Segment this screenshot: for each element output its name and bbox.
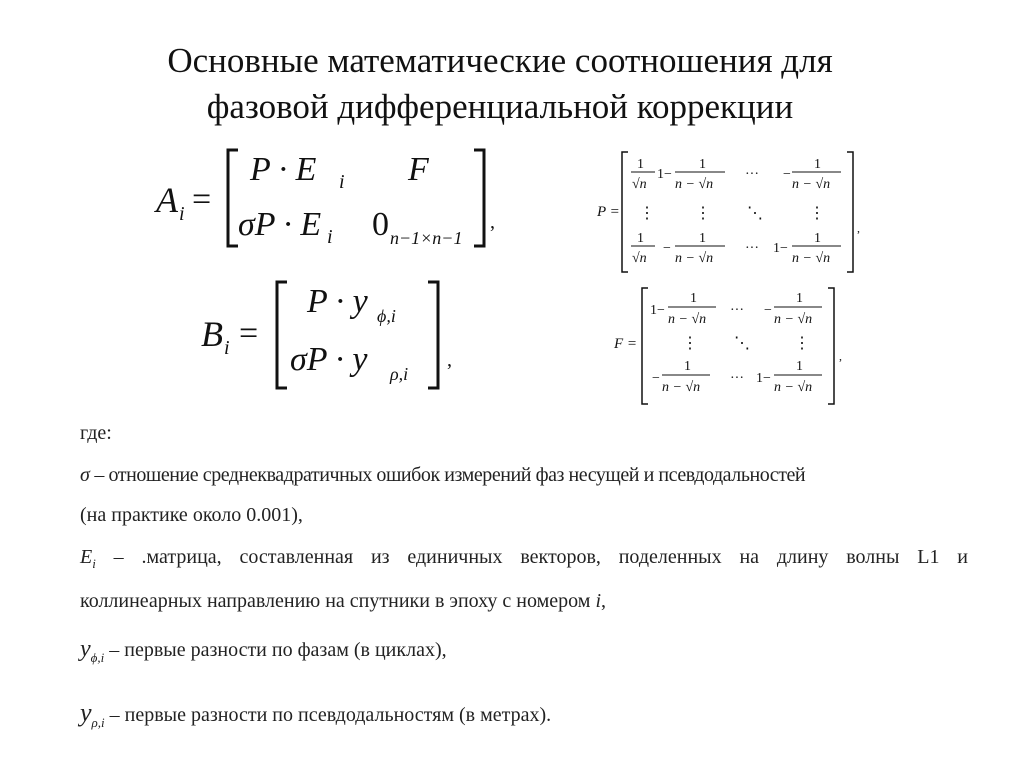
a-r1c1: P · E: [250, 151, 317, 188]
f-r1c1-num: 1: [690, 291, 697, 306]
a-r2c1: σP · E: [238, 206, 322, 243]
p-comma: ,: [857, 221, 860, 235]
p-r3c4-num: 1: [814, 231, 821, 246]
sigma-symbol: σ: [80, 464, 90, 486]
p-r3c2-den: n − √n: [675, 251, 714, 266]
p-name: P =: [597, 204, 620, 220]
p-r2c2: ⋮: [695, 205, 711, 222]
a-r1c2: F: [408, 151, 429, 188]
f-r2c2: ⋱: [734, 335, 750, 352]
yrho-symbol: [80, 698, 105, 731]
a-r2c1-sub: i: [327, 226, 333, 248]
e-symbol: [80, 546, 96, 571]
p-r3c4-lead: 1−: [773, 241, 788, 256]
a-comma: ,: [490, 211, 495, 233]
p-r1c4-sign: −: [783, 167, 791, 182]
f-r1c3-num: 1: [796, 291, 803, 306]
f-r3c3-den: n − √n: [774, 380, 813, 395]
title-line-2: фазовой дифференциальной коррекции: [206, 87, 794, 126]
title-line-1: Основные математические соотношения для: [167, 41, 833, 80]
e-symbol-sub: i: [92, 556, 96, 571]
p-r1c1-num: 1: [637, 157, 644, 172]
p-r1c2-num: 1: [699, 157, 706, 172]
p-r3c1-num: 1: [637, 231, 644, 246]
legend-sigma-cont: (на практике около 0.001),: [80, 504, 303, 526]
f-left-bracket: [642, 288, 648, 404]
yphi-symbol: [80, 636, 105, 665]
p-r3c2-num: 1: [699, 231, 706, 246]
a-r1c1-sub: i: [339, 171, 345, 193]
a-left-bracket: [228, 150, 238, 246]
e-symbol-letter: E: [80, 546, 93, 568]
a-eq: =: [192, 181, 212, 218]
p-r1c3: ···: [745, 167, 759, 182]
yrho-sub: ρ,i: [91, 715, 105, 731]
a-r2c2: 0: [372, 206, 389, 243]
e-text-end: ,: [601, 590, 606, 612]
formula-b: [195, 276, 485, 396]
p-r1c1-den: √n: [632, 177, 647, 192]
formula-a: [150, 140, 510, 255]
p-r1c4-den: n − √n: [792, 177, 831, 192]
yphi-text: – первые разности по фазам (в циклах),: [104, 639, 447, 661]
f-r3c1-den: n − √n: [662, 380, 701, 395]
b-r2-sub: ρ,i: [390, 364, 409, 384]
f-r1c1-den: n − √n: [668, 312, 707, 327]
b-lhs-sub: i: [224, 337, 230, 359]
b-right-bracket: [428, 282, 438, 388]
slide-title: [60, 38, 940, 130]
f-r3c3-lead: 1−: [756, 371, 771, 386]
f-r3c1-num: 1: [684, 359, 691, 374]
legend-sigma: [80, 464, 805, 487]
legend-yrho: [80, 698, 551, 731]
p-r1c2-lead: 1−: [657, 167, 672, 182]
f-right-bracket: [828, 288, 834, 404]
e-text: – .матрица, составленная из единичных векторов, поделенных на длину волны L1 и: [95, 546, 968, 568]
f-r3c1-sign: −: [652, 371, 660, 386]
a-r2c2-sub: n−1×n−1: [390, 228, 463, 248]
a-lhs-sub: i: [179, 203, 185, 225]
f-r2c1: ⋮: [682, 335, 698, 352]
p-left-bracket: [622, 152, 628, 272]
b-comma: ,: [447, 349, 452, 371]
b-r1-sub: ϕ,i: [377, 306, 396, 326]
f-r3c3-num: 1: [796, 359, 803, 374]
p-right-bracket: [847, 152, 853, 272]
p-r2c3: ⋱: [747, 205, 763, 222]
e-text-cont: коллинеарных направлению на спутники в эпоху с номером: [80, 590, 596, 612]
f-r2c3: ⋮: [794, 335, 810, 352]
p-r3c4-den: n − √n: [792, 251, 831, 266]
a-right-bracket: [474, 150, 484, 246]
f-name: F =: [614, 336, 638, 352]
formula-f-matrix: [612, 284, 862, 409]
f-comma: ,: [839, 349, 842, 363]
yrho-letter: y: [80, 698, 92, 727]
b-lhs: B: [201, 314, 223, 354]
f-r1c3-sign: −: [764, 303, 772, 318]
legend-where: где:: [80, 422, 112, 444]
yphi-letter: y: [80, 636, 91, 662]
e-index-symbol: i: [595, 590, 601, 612]
p-r3c2-sign: −: [663, 241, 671, 256]
legend-yphi: [80, 636, 447, 666]
f-r1c2: ···: [730, 303, 744, 318]
f-r1c3-den: n − √n: [774, 312, 813, 327]
p-r1c4-num: 1: [814, 157, 821, 172]
f-r1c1-lead: 1−: [650, 303, 665, 318]
b-left-bracket: [277, 282, 287, 388]
sigma-text: – отношение среднеквадратичных ошибок измерений фаз несущей и псевдодальностей: [89, 464, 806, 486]
b-r1: P · y: [307, 283, 368, 320]
legend-e: [80, 546, 968, 572]
p-r3c3: ···: [745, 241, 759, 256]
a-lhs: A: [156, 180, 178, 220]
p-r2c1: ⋮: [639, 205, 655, 222]
p-r3c1-den: √n: [632, 251, 647, 266]
legend-e-cont: [80, 590, 606, 613]
b-eq: =: [239, 315, 259, 352]
yrho-text: – первые разности по псевдодальностям (в метрах).: [104, 704, 552, 726]
p-r1c2-den: n − √n: [675, 177, 714, 192]
f-r3c2: ···: [730, 371, 744, 386]
b-r2: σP · y: [290, 341, 368, 378]
formula-p-matrix: [595, 148, 875, 278]
yphi-sub: ϕ,i: [90, 649, 105, 665]
p-r2c4: ⋮: [809, 205, 825, 222]
